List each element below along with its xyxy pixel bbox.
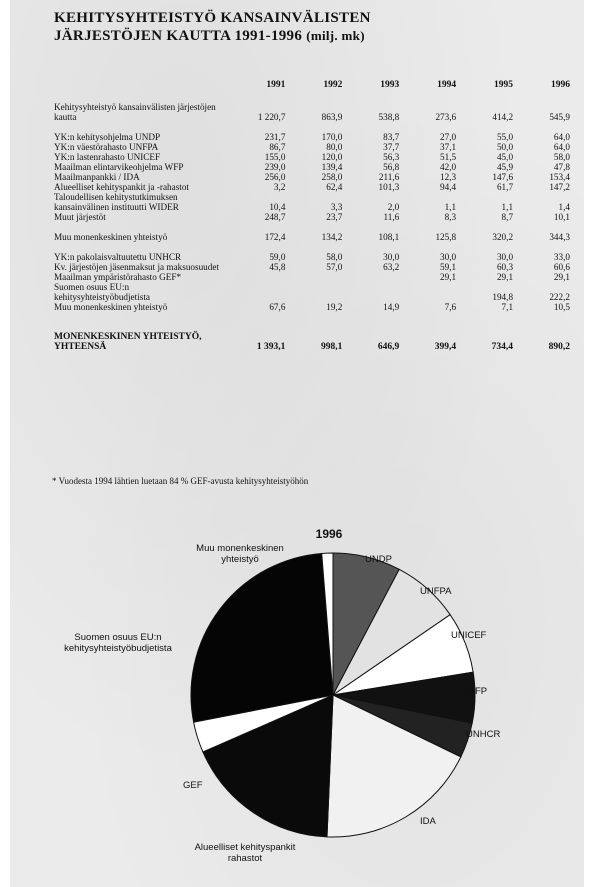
year-header: 1993 [380,80,400,90]
cell-value: 222,2 [549,292,570,302]
cell-value: 10,1 [553,212,570,222]
cell-value: 56,8 [383,162,400,172]
cell-value: 45,8 [269,262,286,272]
cell-value: 8,7 [501,212,514,222]
row-label: YK:n kehitysohjelma UNDP [54,132,161,142]
cell-value: 211,6 [378,172,400,182]
cell-value: 33,0 [553,252,570,262]
cell-value: 30,0 [496,252,514,262]
pie-slice-label [196,543,284,565]
cell-value: 1,1 [444,202,457,212]
cell-value: 29,1 [496,272,514,282]
cell-value: 120,0 [321,152,343,162]
cell-value: 545,9 [549,112,570,122]
row-label: Taloudellisen kehitystutkimuksen kansainvälinen instituutti WIDER [54,192,179,212]
year-header: 1995 [494,80,514,90]
pie-slice [191,553,333,722]
cell-value: 1 220,7 [257,112,286,122]
title-line-2-text: JÄRJESTÖJEN KAUTTA 1991-1996 [54,28,303,44]
cell-value: 3,2 [273,182,286,192]
cell-value: 1,4 [558,202,570,212]
row-label: Maailman elintarvikeohjelma WFP [54,162,184,172]
pie-label-line: Muu monenkeskinen [196,543,284,554]
cell-value: 67,6 [269,302,286,312]
cell-value: 57,0 [326,262,343,272]
row-label: Kehitysyhteistyö kansainvälisten järjestöjen kautta [54,102,216,122]
row-label: Muu monenkeskinen yhteistyö [54,302,168,312]
cell-value: 194,8 [492,292,514,302]
pie-label-line: Alueelliset kehityspankit [194,842,296,853]
pie-slice-label [64,632,172,654]
cell-value: 538,8 [378,112,400,122]
cell-value: 273,6 [435,112,457,122]
cell-value: 1 393,1 [256,342,286,352]
pie-label-line: yhteistyö [221,554,259,565]
cell-value: 56,3 [383,152,400,162]
title-unit: (milj. mk) [306,28,365,43]
cell-value: 1,1 [501,202,514,212]
cell-value: 51,5 [440,152,457,162]
pie-label-line: UNFPA [420,586,452,597]
cell-value: 30,0 [383,252,400,262]
cell-value: 734,4 [491,342,514,352]
cell-value: 890,2 [548,342,570,352]
row-label: YK:n väestörahasto UNFPA [54,142,159,152]
cell-value: 94,4 [440,182,457,192]
cell-value: 108,1 [378,232,400,242]
cell-value: 12,3 [440,172,457,182]
cell-value: 10,4 [269,202,286,212]
pie-label-line: GEF [183,780,203,791]
cell-value: 414,2 [492,112,514,122]
cell-value: 19,2 [326,302,343,312]
year-header: 1991 [266,80,286,90]
cell-value: 59,1 [440,262,457,272]
cell-value: 29,1 [440,272,457,282]
cell-value: 61,7 [496,182,514,192]
cell-value: 58,0 [553,152,570,162]
row-label: YK:n pakolaisvaltuutettu UNHCR [54,252,182,262]
pie-slice-label [420,586,452,597]
cell-value: 125,8 [435,232,457,242]
cell-value: 10,5 [553,302,570,312]
year-header: 1994 [437,80,457,90]
cell-value: 153,4 [549,172,570,182]
cell-value: 59,0 [269,252,286,262]
cell-value: 80,0 [326,142,343,152]
cell-value: 3,3 [330,202,343,212]
cell-value: 239,0 [264,162,286,172]
row-label: MONENKESKINEN YHTEISTYÖ, YHTEENSÄ [54,332,202,352]
pie-title: 1996 [315,527,343,541]
cell-value: 42,0 [440,162,457,172]
pie-slice-label [420,816,437,827]
cell-value: 60,6 [553,262,570,272]
row-label: Suomen osuus EU:n kehitysyhteistyöbudjetista [54,282,150,302]
pie-slice-label [451,630,487,641]
cell-value: 256,0 [264,172,286,182]
row-label: Kv. järjestöjen jäsenmaksut ja maksuosuudet [54,262,219,272]
title-line-1: KEHITYSYHTEISTYÖ KANSAINVÄLISTEN [54,10,371,26]
cell-value: 45,0 [496,152,514,162]
row-label: Maailman ympäristörahasto GEF* [54,272,182,282]
cell-value: 29,1 [553,272,570,282]
cell-value: 248,7 [264,212,286,222]
cell-value: 172,4 [264,232,286,242]
pie-label-line: WFP [466,686,488,697]
row-label: Muut järjestöt [54,212,106,222]
cell-value: 231,7 [264,132,286,142]
cell-value: 86,7 [269,142,286,152]
pie-slice-label [195,842,296,864]
cell-value: 30,0 [440,252,457,262]
row-label: Maailmanpankki / IDA [54,172,140,182]
cell-value: 14,9 [383,302,400,312]
cell-value: 63,2 [383,262,400,272]
pie-slice-label [365,554,392,565]
cell-value: 139,4 [321,162,343,172]
cell-value: 344,3 [549,232,570,242]
cell-value: 147,2 [549,182,570,192]
cell-value: 399,4 [434,342,457,352]
row-label: YK:n lastenrahasto UNICEF [54,152,161,162]
cell-value: 83,7 [383,132,400,142]
pie-label-line: UNHCR [466,729,501,740]
cell-value: 64,0 [553,132,570,142]
pie-label-line: IDA [420,816,436,827]
cell-value: 45,9 [496,162,514,172]
year-header: 1996 [551,80,570,90]
cell-value: 258,0 [321,172,343,182]
cell-value: 64,0 [553,142,570,152]
cell-value: 320,2 [492,232,514,242]
pie-label-line: rahastot [227,853,263,864]
cell-value: 2,0 [387,202,400,212]
cell-value: 37,7 [383,142,400,152]
cell-value: 50,0 [496,142,514,152]
cell-value: 7,6 [444,302,457,312]
cell-value: 37,1 [440,142,457,152]
cell-value: 47,8 [553,162,570,172]
pie-slice-label [466,686,487,697]
pie-slice-label [183,780,203,791]
row-label: Alueelliset kehityspankit ja -rahastot [54,182,189,192]
pie-label-line: UNDP [365,554,392,565]
footnote: * Vuodesta 1994 lähtien luetaan 84 % GEF-avusta kehitysyhteistyöhön [52,476,309,486]
cell-value: 11,6 [383,212,400,222]
cell-value: 27,0 [440,132,457,142]
cell-value: 23,7 [326,212,343,222]
cell-value: 646,9 [377,342,400,352]
cell-value: 55,0 [496,132,514,142]
year-header: 1992 [323,80,343,90]
pie-label-line: kehitysyhteistyöbudjetista [64,643,172,654]
pie-slice-label [466,729,500,740]
cell-value: 58,0 [326,252,343,262]
cell-value: 155,0 [264,152,286,162]
cell-value: 60,3 [496,262,514,272]
cell-value: 134,2 [321,232,343,242]
cell-value: 7,1 [501,302,514,312]
pie-label-line: Suomen osuus EU:n [74,632,162,643]
cell-value: 170,0 [321,132,343,142]
cell-value: 8,3 [444,212,457,222]
cell-value: 998,1 [320,342,343,352]
pie-label-line: UNICEF [451,630,487,641]
cell-value: 101,3 [378,182,400,192]
cell-value: 62,4 [326,182,343,192]
cell-value: 147,6 [492,172,514,182]
cell-value: 863,9 [321,112,343,122]
row-label: Muu monenkeskinen yhteistyö [54,232,168,242]
